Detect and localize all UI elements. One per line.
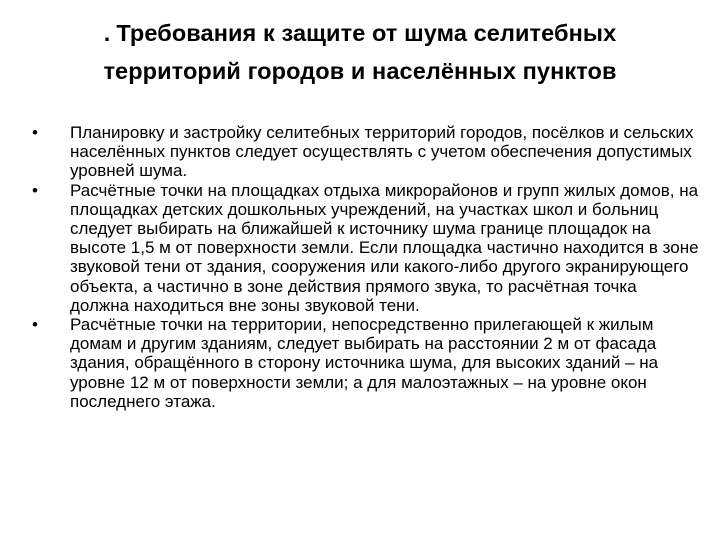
bullet-text-1: Планировку и застройку селитебных территорий городов, посёлков и сельских населённых пунктов следует осуществлять с учетом обеспечения допустимых уровней шума. — [70, 123, 694, 181]
bullet-icon: • — [32, 180, 38, 200]
bullet-icon: • — [32, 315, 38, 335]
bullet-item-1 — [30, 123, 700, 181]
title-prefix: . — [103, 20, 111, 46]
title-line-1 — [20, 14, 700, 52]
title-line-2: территорий городов и населённых пунктов — [103, 58, 617, 84]
bullet-icon: • — [32, 123, 38, 142]
title-text-1: Требования к защите от шума селитебных — [116, 20, 617, 46]
slide-title — [20, 14, 700, 90]
bullet-text-2: Расчётные точки на площадках отдыха микрорайонов и групп жилых домов, на площадках детских дошкольных учреждений, на участках школ и больниц следует выбирать на ближайшей к источнику шума границе площадок на высоте 1,5 м от поверхности земли. Если площадка частично находится в зоне звуковой тени от здания, сооружения или какого-либо другого экранирующего объекта, а частично в зоне действия прямого звука, то расчётная точка должна находиться вне зоны звуковой тени. — [70, 180, 699, 315]
bullet-list — [30, 123, 700, 411]
bullet-item-2 — [30, 181, 700, 315]
bullet-text-3: Расчётные точки на территории, непосредственно прилегающей к жилым домам и другим зданиям, следует выбирать на расстоянии 2 м от фасада здания, обращённого в сторону источника шума, для высоких зданий – на уровне 12 м от поверхности земли; а для малоэтажных – на уровне окон последнего этажа. — [70, 315, 659, 411]
bullet-item-3 — [30, 315, 700, 411]
